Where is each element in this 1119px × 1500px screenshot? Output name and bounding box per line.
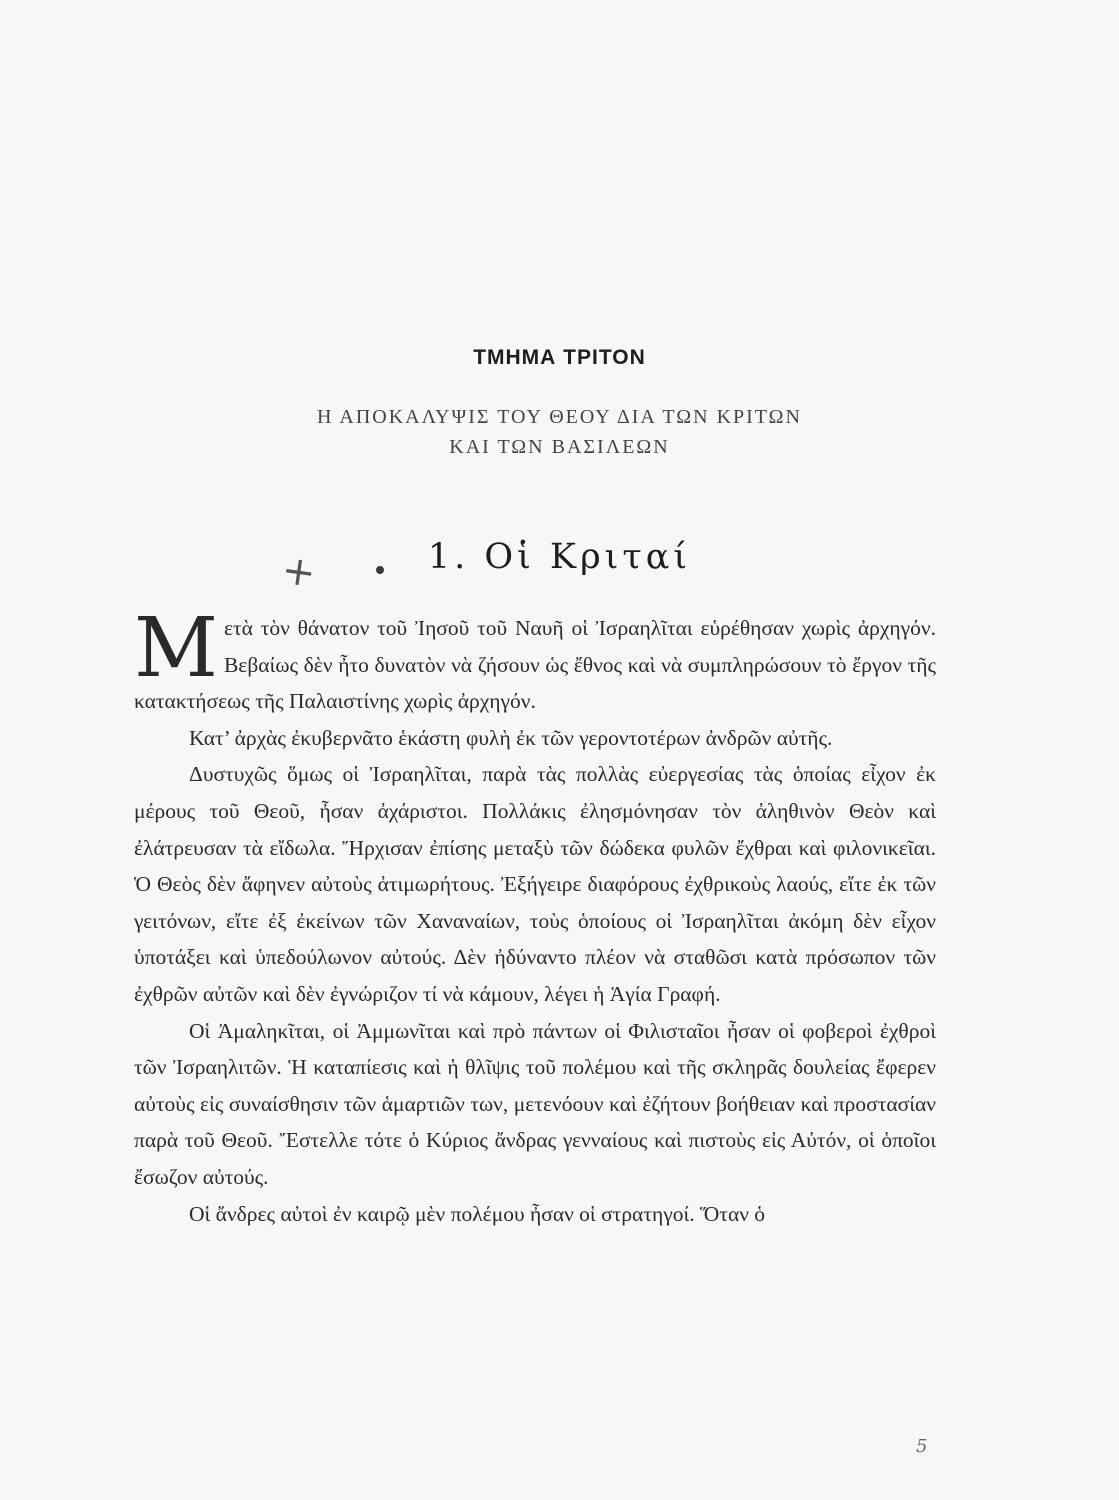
page-number: 5 xyxy=(916,1436,928,1457)
paragraph-text: ετὰ τὸν θάνατον τοῦ Ἰησοῦ τοῦ Ναυῆ οἱ Ἰσραηλῖται εὑρέθησαν χωρὶς ἀρχηγόν. Βεβαίως δὲν ἦτο δυνατὸν νὰ ζήσουν ὡς ἔθνος καὶ νὰ συμπληρώσουν τὸ ἔργον τῆς κατακτήσεως τῆς Παλαιστίνης χωρὶς ἀρχηγόν. xyxy=(134,616,936,714)
body-text xyxy=(134,601,936,1232)
drop-cap: Μ xyxy=(134,601,218,696)
section-title: ΤΜΗΜΑ ΤΡΙΤΟΝ xyxy=(473,346,646,369)
paragraph-5: Οἱ ἄνδρες αὐτοὶ ἐν καιρῷ μὲν πολέμου ἦσαν οἱ στρατηγοί. Ὅταν ὁ xyxy=(189,1201,766,1226)
paragraph-3: Δυστυχῶς ὅμως οἱ Ἰσραηλῖται, παρὰ τὰς πολλὰς εὐεργεσίας τὰς ὁποίας εἶχον ἐκ μέρους τοῦ Θεοῦ, ἦσαν ἀχάριστοι. Πολλάκις ἐλησμόνησαν τὸν ἀληθινὸν Θεὸν καὶ ἐλάτρευσαν τὰ εἴδωλα. Ἤρχισαν ἐπίσης μεταξὺ τῶν δώδεκα φυλῶν ἔχθραι καὶ φιλονικεῖαι. Ὁ Θεὸς δὲν ἄφηνεν αὐτοὺς ἀτιμωρήτους. Ἐξήγειρε διαφόρους ἐχθρικοὺς λαούς, εἴτε ἐκ τῶν γειτόνων, εἴτε ἐξ ἐκείνων τῶν Χαναναίων, τοὺς ὁποίους οἱ Ἰσραηλῖται ἀκόμη δὲν εἶχον ὑποτάξει καὶ ὑπεδούλωνον αὐτούς. Δὲν ἠδύναντο πλέον νὰ σταθῶσι κατὰ πρόσωπον τῶν ἐχθρῶν αὐτῶν καὶ δὲν ἐγνώριζον τί νὰ κάμουν, λέγει ἡ Ἁγία Γραφή. xyxy=(134,762,936,1006)
paragraph-4: Οἱ Ἀμαληκῖται, οἱ Ἀμμωνῖται καὶ πρὸ πάντων οἱ Φιλισταῖοι ἦσαν οἱ φοβεροὶ ἐχθροὶ τῶν Ἰσραηλιτῶν. Ἡ καταπίεσις καὶ ἡ θλῖψις τοῦ πολέμου καὶ τῆς σκληρᾶς δουλείας ἔφερεν αὐτοὺς εἰς συναίσθησιν τῶν ἁμαρτιῶν των, μετενόουν καὶ ἐζήτουν βοήθειαν καὶ προστασίαν παρὰ τοῦ Θεοῦ. Ἔστελλε τότε ὁ Κύριος ἄνδρας γενναίους καὶ πιστοὺς εἰς Αὐτόν, οἱ ὁποῖοι ἔσωζον αὐτούς. xyxy=(134,1018,936,1189)
handwritten-cross-mark: + xyxy=(278,546,319,598)
paragraph-1 xyxy=(134,601,936,720)
subtitle-line-2: ΚΑΙ ΤΩΝ ΒΑΣΙΛΕΩΝ xyxy=(449,436,670,458)
paragraph-2: Κατ’ ἀρχὰς ἐκυβερνᾶτο ἑκάστη φυλὴ ἐκ τῶν γεροντοτέρων ἀνδρῶν αὐτῆς. xyxy=(189,725,833,750)
chapter-heading: 1. Οἱ Κριταί xyxy=(427,537,692,577)
subtitle-line-1: Η ΑΠΟΚΑΛΥΨΙΣ ΤΟΥ ΘΕΟΥ ΔΙΑ ΤΩΝ ΚΡΙΤΩΝ xyxy=(317,406,802,428)
